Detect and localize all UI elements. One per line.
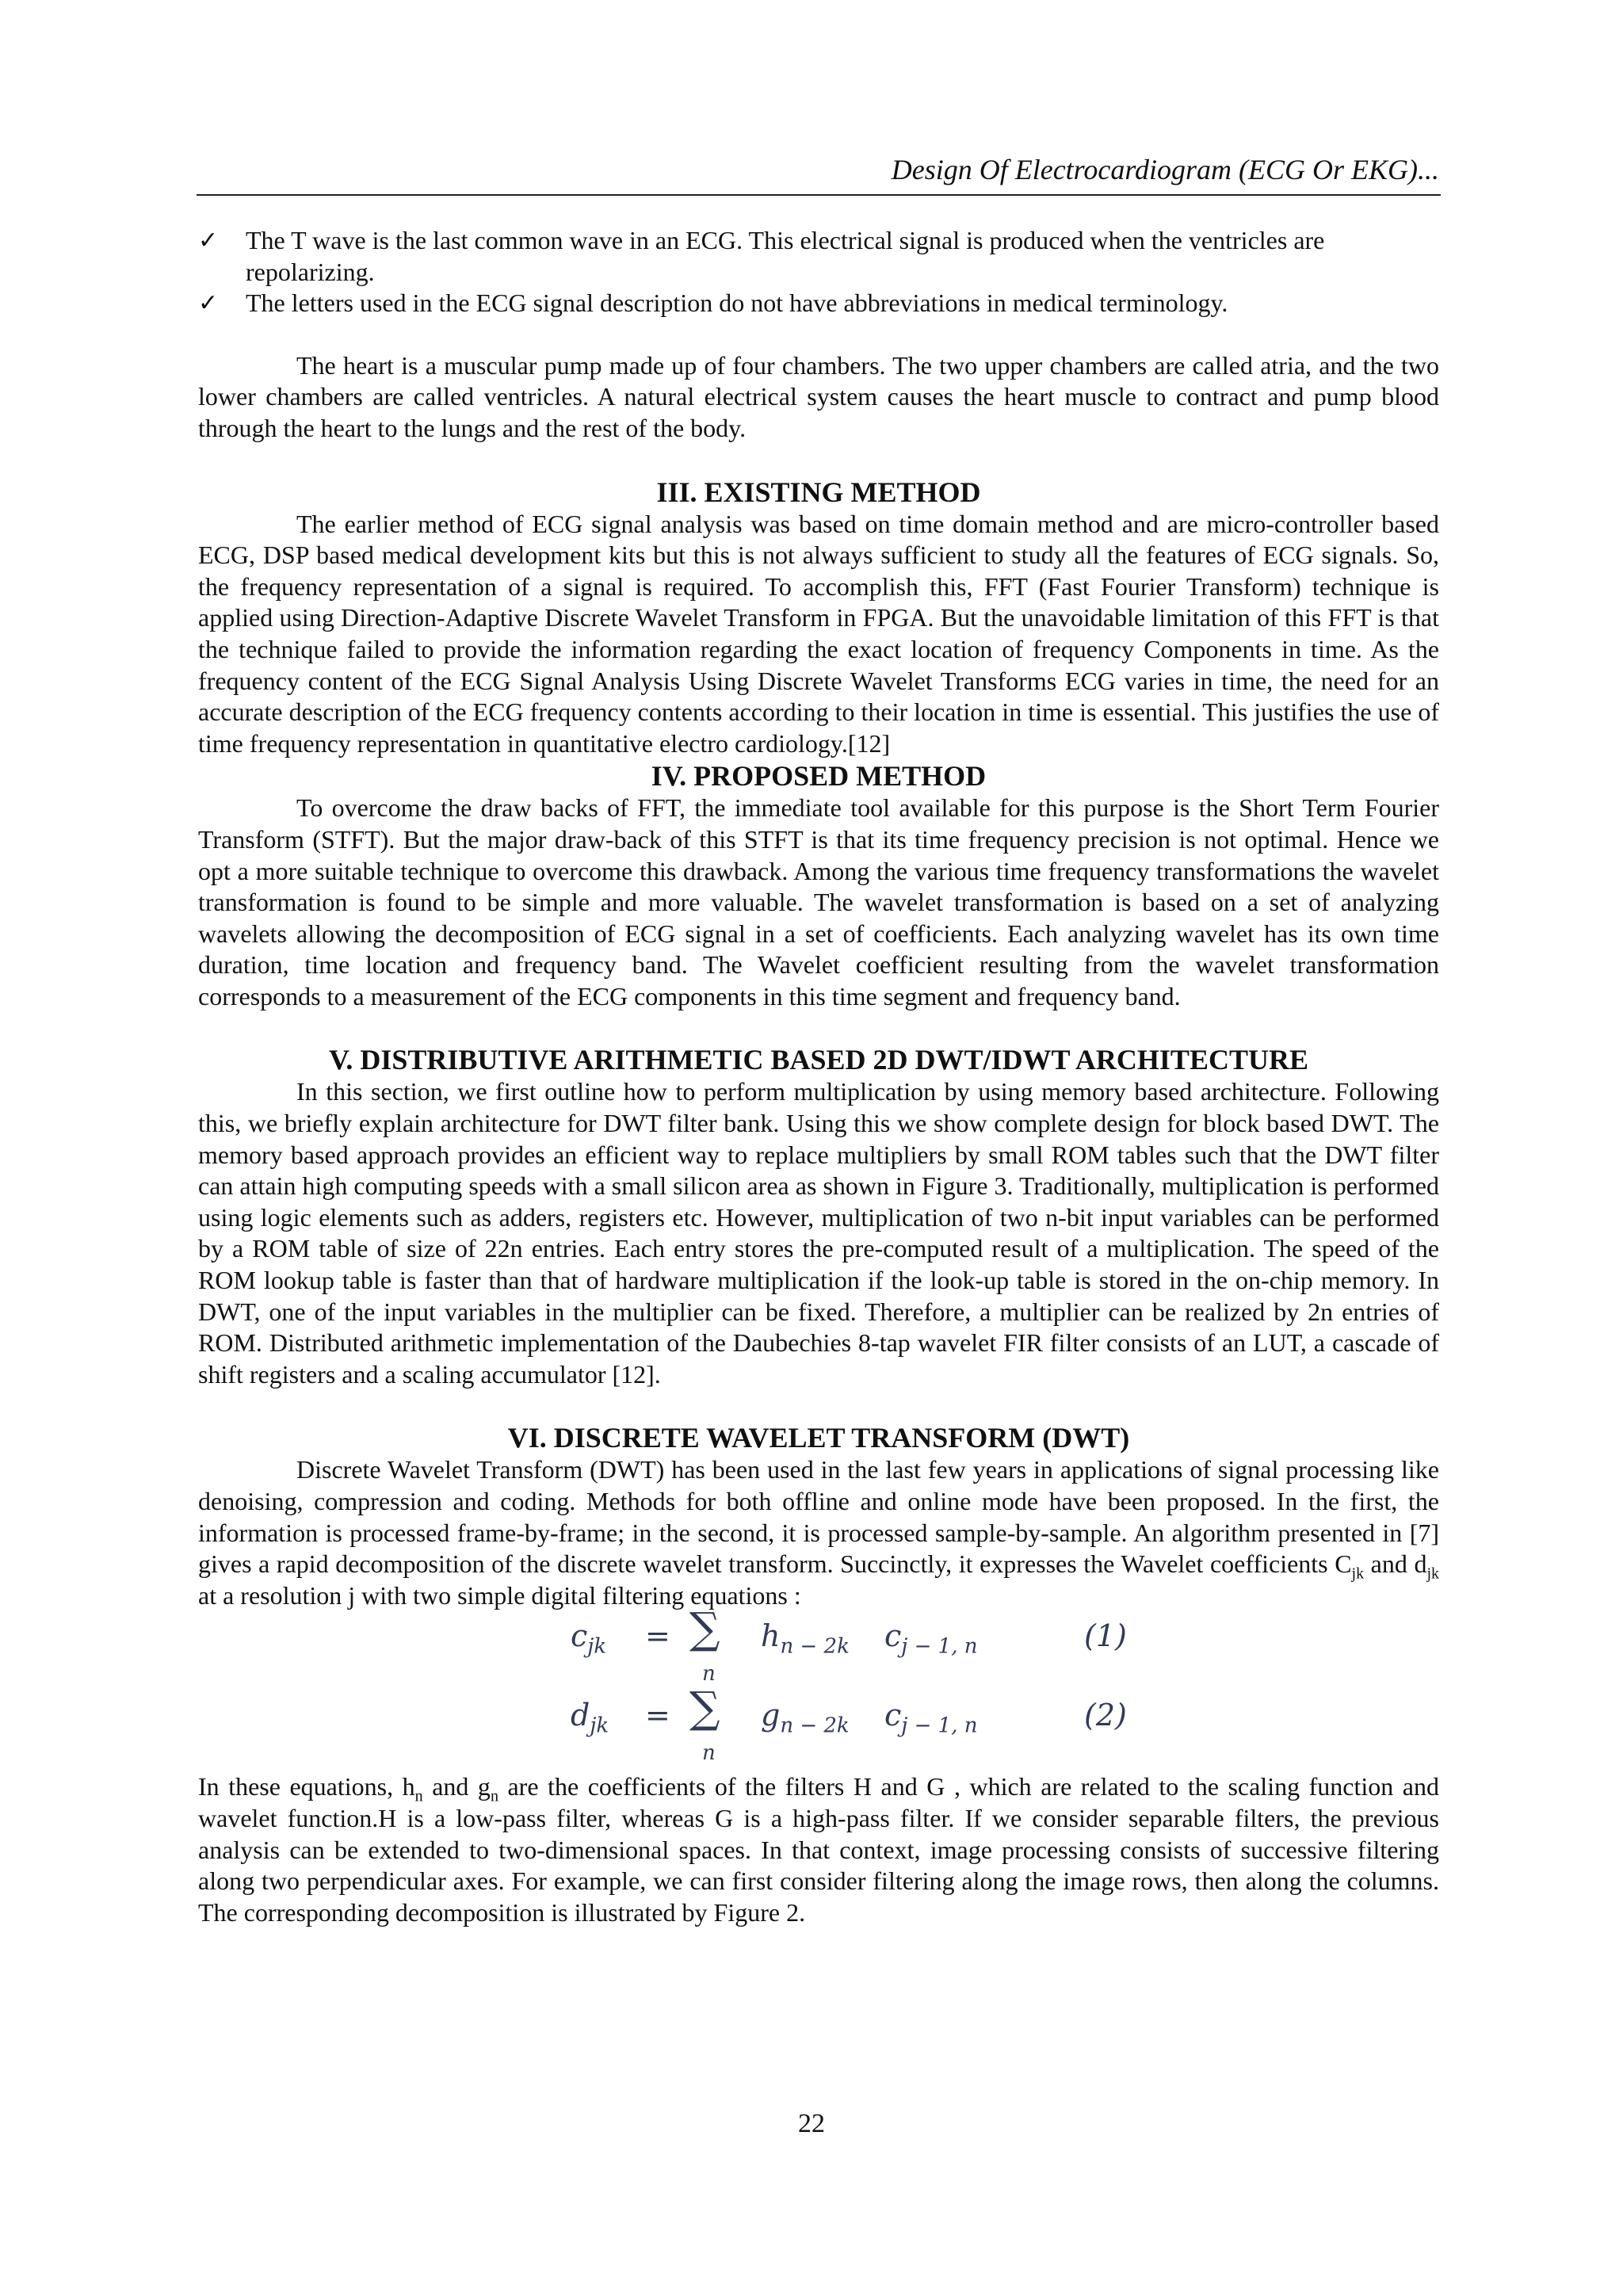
bullet-item [198,225,1439,288]
subscript: jk [1351,1564,1365,1583]
bullet-text: The T wave is the last common wave in an ECG. This electrical signal is produced when the ventricles are repolarizing. [246,226,1325,286]
header-rule [197,194,1441,196]
spacer [198,1012,1439,1043]
equals-sign: = [645,1618,670,1654]
subscript: n [490,1787,498,1805]
summation-symbol: ∑ [689,1683,720,1733]
dwt-text: Discrete Wavelet Transform (DWT) has been used in the last few years in applications of signal processing like denoising, compression and coding. Methods for both offline and online mode have been proposed. In the first, the information is processed frame-by-frame; in the second, it is processed sample-by-sample. An algorithm presented in [7] gives a rapid decomposition of the discrete wavelet transform. Succinctly, it expresses the Wavelet coefficients C [198,1455,1439,1579]
section-heading-proposed-method: IV. PROPOSED METHOD [651,760,987,793]
summation-index: n [702,1662,716,1687]
bullet-list [198,225,1439,319]
summation-index: n [702,1741,716,1766]
equals-sign: = [645,1698,670,1733]
filter-coefficient: $g_{n - 2k}$ [761,1698,850,1738]
spacer [198,1390,1439,1421]
dwt-text: and g [422,1772,491,1801]
previous-coefficient: $c_{j - 1, n}$ [884,1698,978,1738]
dwt-paragraph-2 [198,1771,1439,1928]
dwt-text: at a resolution j with two simple digital filtering equations : [198,1580,801,1610]
equation-block [198,1603,1439,1771]
check-icon: ✓ [198,227,219,254]
dwt-text: are the coefficients of the filters H and G , which are related to the scaling function and wavelet function.H is a low-pass filter, whereas G is a high-pass filter. If we consider separable filters, the previous analysis can be extended to two-dimensional spaces. In that context, image processing consists of successive filtering along two perpendicular axes. For example, we can first consider filtering along the image rows, then along the columns. The corresponding decomposition is illustrated by Figure 2. [198,1772,1440,1927]
subscript: n [414,1787,423,1805]
spacer [198,445,1439,476]
subscript: jk [1426,1564,1440,1583]
section-heading-existing-method: III. EXISTING METHOD [656,476,981,508]
running-header: Design Of Electrocardiogram (ECG Or EKG)... [891,154,1439,185]
section-heading-distributive-arithmetic: V. DISTRIBUTIVE ARITHMETIC BASED 2D DWT/IDWT ARCHITECTURE [329,1044,1308,1076]
spacer [198,319,1439,350]
bullet-text: The letters used in the ECG signal description do not have abbreviations in medical terminology. [246,288,1228,318]
equation-number: (2) [1084,1698,1127,1733]
dwt-text: In these equations, h [198,1772,415,1801]
summation-symbol: ∑ [689,1603,720,1654]
filter-coefficient: $h_{n - 2k}$ [761,1618,850,1659]
page-content [198,225,1439,1928]
dwt-paragraph-1 [198,1454,1439,1611]
dwt-text: and d [1364,1549,1427,1579]
equation-1 [571,1603,1173,1692]
existing-method-paragraph: The earlier method of ECG signal analysis was based on time domain method and are micro-controller based ECG, DSP based medical development kits but this is not always sufficient to study all the features of ECG signals. So, the frequency representation of a signal is required. To accomplish this, FFT (Fast Fourier Transform) technique is applied using Direction-Adaptive Discrete Wavelet Transform in FPGA. But the unavoidable limitation of this FFT is that the technique failed to provide the information regarding the exact location of frequency Components in time. As the frequency content of the ECG Signal Analysis Using Discrete Wavelet Transforms ECG varies in time, the need for an accurate description of the ECG frequency contents according to their location in time is essential. This justifies the use of time frequency representation in quantitative electro cardiology.[12] [198,509,1439,758]
equation-lhs: $c_{jk}$ [571,1618,607,1659]
equation-lhs: $d_{jk}$ [571,1698,609,1738]
equation-2 [571,1683,1173,1771]
previous-coefficient: $c_{j - 1, n}$ [884,1618,978,1659]
distributive-arithmetic-paragraph: In this section, we first outline how to perform multiplication by using memory based architecture. Following this, we briefly explain architecture for DWT filter bank. Using this we show complete design for block based DWT. The memory based approach provides an efficient way to replace multipliers by small ROM tables such that the DWT filter can attain high computing speeds with a small silicon area as shown in Figure 3. Traditionally, multiplication is performed using logic elements such as adders, registers etc. However, multiplication of two n-bit input variables can be performed by a ROM table of size of 22n entries. Each entry stores the pre-computed result of a multiplication. The speed of the ROM lookup table is faster than that of hardware multiplication if the look-up table is stored in the on-chip memory. In DWT, one of the input variables in the multiplier can be fixed. Therefore, a multiplier can be realized by 2n entries of ROM. Distributed arithmetic implementation of the Daubechies 8-tap wavelet FIR filter consists of an LUT, a cascade of shift registers and a scaling accumulator [12]. [198,1077,1439,1389]
bullet-item [198,288,1439,319]
proposed-method-paragraph: To overcome the draw backs of FFT, the immediate tool available for this purpose is the Short Term Fourier Transform (STFT). But the major draw-back of this STFT is that its time frequency precision is not optimal. Hence we opt a more suitable technique to overcome this drawback. Among the various time frequency transformations the wavelet transformation is found to be simple and more valuable. The wavelet transformation is based on a set of analyzing wavelets allowing the decomposition of ECG signal in a set of coefficients. Each analyzing wavelet has its own time duration, time location and frequency band. The Wavelet coefficient resulting from the wavelet transformation corresponds to a measurement of the ECG components in this time segment and frequency band. [198,793,1439,1010]
check-icon: ✓ [198,289,219,318]
section-heading-dwt: VI. DISCRETE WAVELET TRANSFORM (DWT) [507,1422,1130,1454]
page-number: 22 [798,2109,825,2138]
equation-number: (1) [1084,1618,1127,1654]
intro-paragraph: The heart is a muscular pump made up of four chambers. The two upper chambers are called atria, and the two lower chambers are called ventricles. A natural electrical system causes the heart muscle to contract and pump blood through the heart to the lungs and the rest of the body. [198,350,1439,442]
